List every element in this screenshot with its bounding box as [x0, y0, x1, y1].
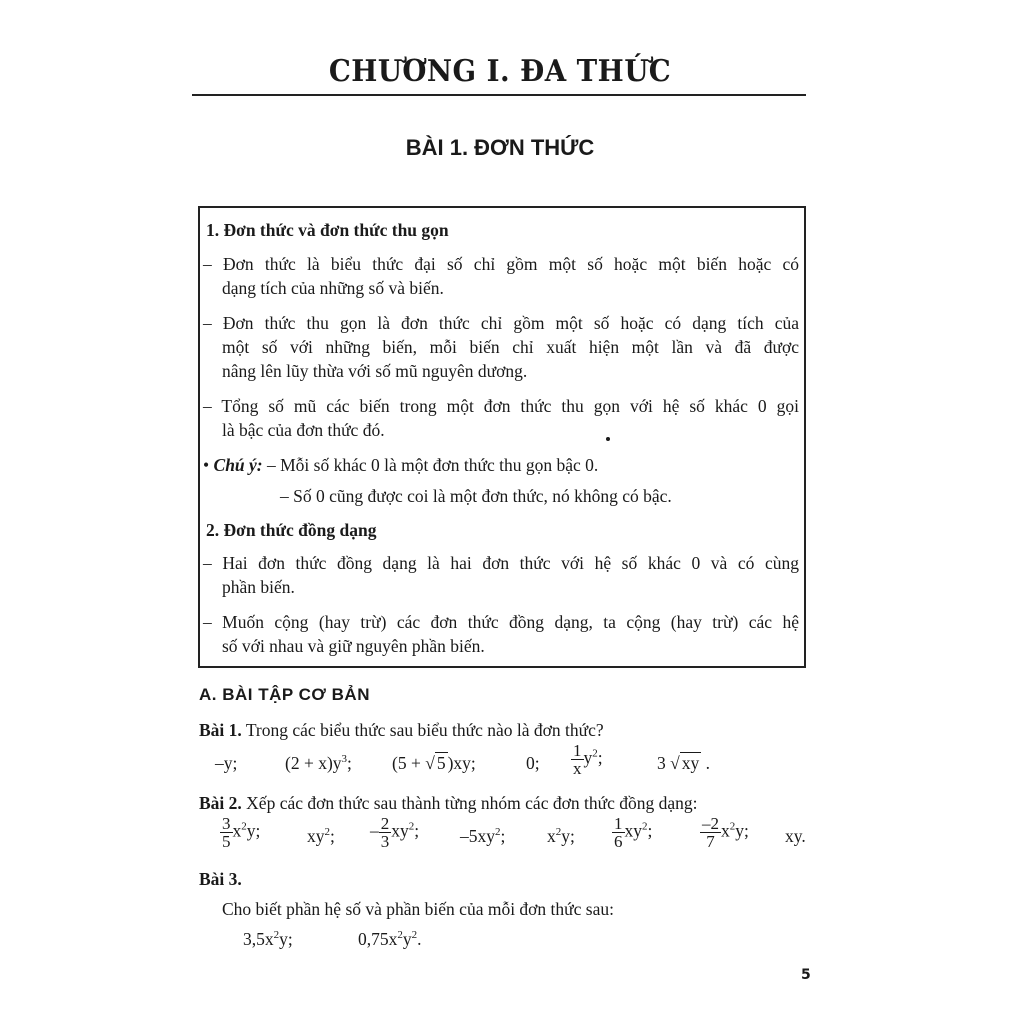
theory-p2-line1: – Đơn thức thu gọn là đơn thức chỉ gồm một số hoặc có dạng tích của	[203, 313, 799, 333]
ex1-item-f: 3 √ xy .	[657, 753, 710, 773]
ex1-item-d: 0;	[526, 753, 540, 773]
theory-p2-line3: nâng lên lũy thừa với số mũ nguyên dương.	[222, 361, 528, 381]
theory-p1-line1: – Đơn thức là biểu thức đại số chỉ gồm một số hoặc một biến hoặc có	[203, 254, 799, 274]
sqrt-icon: √	[670, 753, 680, 773]
ex1-item-c: (5 + √ 5 )xy;	[392, 753, 476, 773]
sqrt-icon: √	[425, 753, 435, 773]
exercise-1	[199, 718, 604, 742]
exercise-3-label: Bài 3.	[199, 869, 242, 889]
ex3-item-b: $0,75x^2y^2$.	[358, 929, 422, 949]
bullet-icon: •	[203, 455, 210, 475]
exercise-2-text: Xếp các đơn thức sau thành từng nhóm các đơn thức đồng dạng:	[246, 793, 698, 813]
stray-dot	[606, 437, 610, 441]
exercise-3-text: Cho biết phần hệ số và phần biến của mỗi đơn thức sau:	[222, 899, 614, 919]
section2-heading: 2. Đơn thức đồng dạng	[206, 520, 377, 540]
theory-p1-line2: dạng tích của những số và biến.	[222, 278, 444, 298]
chapter-divider	[192, 94, 806, 96]
ex2-item-f: $\frac{1}{6}$ $xy^2$;	[614, 814, 653, 851]
theory-p4-line1: – Hai đơn thức đồng dạng là hai đơn thức với hệ số khác 0 và có cùng	[203, 553, 799, 573]
note-label: Chú ý:	[213, 455, 263, 475]
theory-p3-line2: là bậc của đơn thức đó.	[222, 420, 385, 440]
ex2-item-d: $-5xy^2$;	[460, 826, 506, 846]
note-row	[203, 453, 598, 477]
ex3-item-a: $3,5x^2y$;	[243, 929, 293, 949]
ex1-item-e: $\frac{1}{x}$ $y^2$;	[573, 741, 603, 778]
theory-p5-line1: – Muốn cộng (hay trừ) các đơn thức đồng dạng, ta cộng (hay trừ) các hệ	[203, 612, 799, 632]
ex2-item-c: – $\frac{2}{3}$ $xy^2$;	[370, 814, 420, 851]
ex2-item-e: $x^2y$;	[547, 826, 575, 846]
ex1-item-b: $(2 + x)y^3$;	[285, 753, 352, 773]
note-line1: – Mỗi số khác 0 là một đơn thức thu gọn bậc 0.	[267, 455, 599, 475]
ex1-item-a: –y;	[215, 753, 238, 773]
theory-p4-line2: phần biến.	[222, 577, 295, 597]
chapter-title: CHƯƠNG I. ĐA THỨC	[328, 54, 672, 89]
section1-heading: 1. Đơn thức và đơn thức thu gọn	[206, 220, 449, 240]
note-line2: – Số 0 cũng được coi là một đơn thức, nó không có bậc.	[280, 486, 672, 506]
ex2-item-a: $\frac{3}{5}$ $x^2y$;	[222, 814, 261, 851]
theory-p2-line2: một số với những biến, mỗi biến chỉ xuất hiện một lần và đã được	[222, 337, 799, 357]
ex2-item-b: $xy^2$;	[307, 826, 335, 846]
ex2-item-h: xy.	[785, 826, 806, 846]
lesson-title: BÀI 1. ĐƠN THỨC	[405, 135, 595, 160]
exercise-2	[199, 791, 697, 815]
page-number: 5	[801, 967, 811, 983]
exercise-1-text: Trong các biểu thức sau biểu thức nào là đơn thức?	[245, 720, 604, 740]
theory-p3-line1: – Tổng số mũ các biến trong một đơn thức thu gọn với hệ số khác 0 gọi	[203, 396, 799, 416]
exercise-2-label: Bài 2.	[199, 793, 242, 813]
exercise-1-label: Bài 1.	[199, 720, 242, 740]
exercises-heading: A. BÀI TẬP CƠ BẢN	[199, 685, 370, 704]
theory-p5-line2: số với nhau và giữ nguyên phần biến.	[222, 636, 485, 656]
ex2-item-g: $\frac{-2}{7}$ $x^2y$;	[702, 814, 749, 851]
